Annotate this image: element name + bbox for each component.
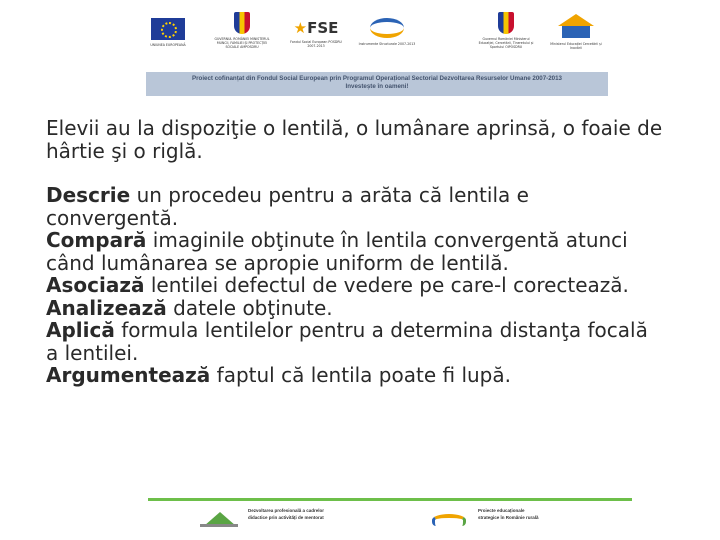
task-verb: Compară: [46, 228, 147, 252]
task-item: [46, 229, 666, 274]
task-item: [46, 364, 666, 387]
task-text: lentilei defectul de vedere pe care-l corectează.: [144, 273, 629, 297]
project-funding-text: Proiect cofinanțat din Fondul Social European prin Programul Operațional Sectorial Dezvoltarea Resurselor Umane 2007-2013: [192, 75, 562, 82]
task-item: [46, 184, 666, 229]
footer-divider: [148, 498, 632, 501]
house-people-icon: [555, 14, 597, 40]
footer-left-text: Dezvoltarea profesională a cadrelor didactice prin activități de mentorat: [248, 508, 325, 520]
task-text: imaginile obţinute în lentila convergentă atunci când lumânarea se apropie uniform de lentilă.: [46, 228, 628, 275]
task-verb: Argumentează: [46, 363, 211, 387]
education-ministry-logo: [546, 14, 606, 50]
task-item: [46, 319, 666, 364]
government-logo: [212, 12, 272, 49]
instrumente-structurale-icon: [368, 14, 406, 42]
fse-icon: ★FSE: [293, 19, 339, 37]
task-text: formula lentilelor pentru a determina distanţa focală a lentilei.: [46, 318, 648, 365]
footer-logo-mentorat: [200, 506, 380, 530]
intro-paragraph: Elevii au la dispoziţie o lentilă, o lumânare aprinsă, o foaie de hârtie şi o riglă.: [46, 116, 663, 163]
project-slogan: Investește în oameni!: [345, 83, 409, 90]
project-funding-bar: [146, 72, 608, 96]
government-logo-caption: GUVERNUL ROMÂNIEI MINISTERUL MUNCII, FAMILIEI ȘI PROTECȚIEI SOCIALE AMPOSDRU: [214, 37, 270, 49]
eu-logo-caption: UNIUNEA EUROPEANĂ: [150, 43, 186, 47]
task-verb: Aplică: [46, 318, 115, 342]
task-item: [46, 297, 666, 320]
fse-logo: [288, 16, 344, 48]
task-verb: Descrie: [46, 183, 131, 207]
ministry-logo: [476, 12, 536, 49]
task-item: [46, 274, 666, 297]
ministry-logo-caption: Guvernul României Ministerul Educației, Cercetării, Tineretului și Sportului OIPOSDRU: [478, 37, 534, 49]
task-text: un procedeu pentru a arăta că lentila e convergentă.: [46, 183, 529, 230]
structural-instruments-caption: Instrumente Structurale 2007-2013: [358, 42, 416, 46]
book-hill-icon: [200, 508, 240, 528]
open-book-icon: [430, 508, 470, 528]
footer-right-text: Proiecte educaționale strategice în Românie rurală: [478, 508, 539, 520]
fse-logo-caption: Fondul Social European POSDRU 2007-2013: [290, 40, 342, 48]
task-verb: Analizează: [46, 295, 167, 320]
eu-flag-icon: [151, 18, 185, 40]
structural-instruments-logo: [352, 14, 422, 46]
romania-crest-icon: [498, 12, 514, 34]
romania-crest-icon: [234, 12, 250, 34]
task-text: faptul că lentila poate fi lupă.: [210, 363, 511, 387]
footer-logo-proiecte: [430, 506, 620, 530]
eu-logo: [148, 18, 188, 47]
logo-banner: [146, 12, 608, 96]
task-text: datele obţinute.: [166, 295, 333, 320]
task-verb: Asociază: [46, 273, 145, 297]
slide-body: [46, 117, 666, 387]
education-ministry-caption: Ministerul Educației Cercetării și Inovării: [550, 42, 602, 50]
